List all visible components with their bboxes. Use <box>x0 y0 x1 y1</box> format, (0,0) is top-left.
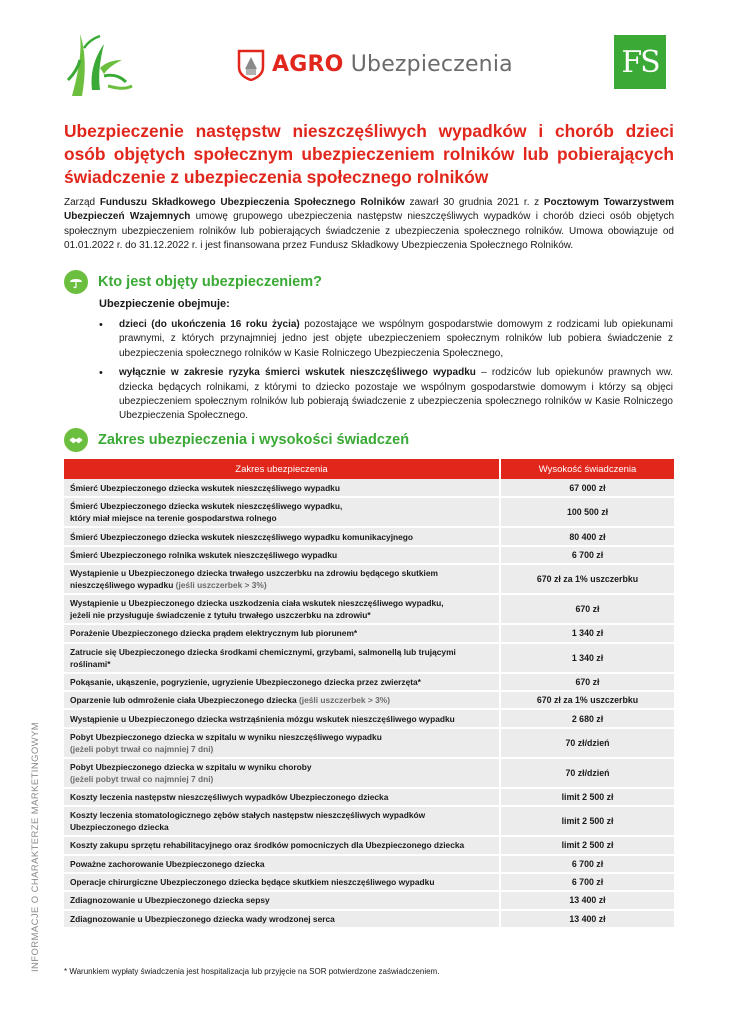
benefit-amount: 80 400 zł <box>500 527 674 545</box>
umbrella-icon <box>64 270 88 294</box>
benefit-description: Wystąpienie u Ubezpieczonego dziecka uszkodzenia ciała wskutek nieszczęśliwego wypadku, jeżeli nie przysługuje świadczenie z tytułu trwałego uszczerbku na zdrowiu* <box>64 594 500 624</box>
benefit-note: (jeśli uszczerbek > 3%) <box>298 695 390 706</box>
benefit-description: Koszty zakupu sprzętu rehabilitacyjnego oraz środków pomocniczych dla Ubezpieczonego dziecka <box>64 836 500 854</box>
table-row <box>64 728 674 758</box>
column-header-scope: Zakres ubezpieczenia <box>64 459 500 479</box>
table-row <box>64 564 674 594</box>
list-item: • dzieci (do ukończenia 16 roku życia) pozostające we wspólnym gospodarstwie domowym z rodzicami lub opiekunami prawnymi, z których przynajmniej jedno jest objęte ubezpieczeniem społecznym rolników lub pobiera świadczenie z ubezpieczenia społecznego rolników w Kasie Rolniczego Ubezpieczenia Społecznego, <box>99 318 673 361</box>
benefit-note: (jeżeli pobyt trwał co najmniej 7 dni) <box>70 773 214 784</box>
benefit-amount: 6 700 zł <box>500 873 674 891</box>
table-row <box>64 873 674 891</box>
table-row <box>64 594 674 624</box>
benefit-amount: limit 2 500 zł <box>500 836 674 854</box>
benefit-description: Koszty leczenia stomatologicznego zębów stałych następstw nieszczęśliwych wypadków Ubezpieczonego dziecka <box>64 806 500 836</box>
benefit-description: Pobyt Ubezpieczonego dziecka w szpitalu w wyniku choroby (jeżeli pobyt trwał co najmniej 7 dni) <box>64 758 500 788</box>
agro-mark-icon <box>236 47 266 81</box>
benefit-amount: 670 zł za 1% uszczerbku <box>500 691 674 709</box>
benefit-description: Pobyt Ubezpieczonego dziecka w szpitalu w wyniku nieszczęśliwego wypadku (jeżeli pobyt trwał co najmniej 7 dni) <box>64 728 500 758</box>
benefit-amount: 6 700 zł <box>500 855 674 873</box>
table-row <box>64 855 674 873</box>
benefit-note: (jeżeli pobyt trwał co najmniej 7 dni) <box>70 743 214 754</box>
footnote: * Warunkiem wypłaty świadczenia jest hospitalizacja lub przyjęcie na SOR potwierdzone zaświadczeniem. <box>64 967 440 976</box>
table-row <box>64 836 674 854</box>
benefits-table <box>64 459 674 929</box>
handshake-icon <box>64 428 88 452</box>
benefit-description: Wystąpienie u Ubezpieczonego dziecka wstrząśnienia mózgu wskutek nieszczęśliwego wypadku <box>64 709 500 727</box>
table-row <box>64 624 674 642</box>
benefit-description: Śmierć Ubezpieczonego dziecka wskutek nieszczęśliwego wypadku <box>64 479 500 497</box>
fs-logo: FS <box>614 35 666 89</box>
table-row <box>64 643 674 673</box>
benefit-description: Zatrucie się Ubezpieczonego dziecka środkami chemicznymi, grzybami, salmonellą lub trującymi roślinami* <box>64 643 500 673</box>
benefit-amount: 13 400 zł <box>500 910 674 928</box>
section-coverage-header <box>64 270 322 294</box>
intro-paragraph: Zarząd Funduszu Składkowego Ubezpieczenia Społecznego Rolników zawarł 30 grudnia 2021 r. z Pocztowym Towarzystwem Ubezpieczeń Wzajemnych umowę grupowego ubezpieczenia następstw nieszczęśliwych wypadków i chorób dzieci osób objętych społecznym ubezpieczeniem rolników lub pobierających świadczenie z ubezpieczenia społecznego rolników. Umowa obowiązuje od 01.01.2022 r. do 31.12.2022 r. i jest finansowana przez Fundusz Składkowy Ubezpieczenia Społecznego Rolników. <box>64 197 675 252</box>
benefit-description: Zdiagnozowanie u Ubezpieczonego dziecka wady wrodzonej serca <box>64 910 500 928</box>
agro-ubezpieczenia-logo <box>236 46 513 82</box>
krus-logo <box>64 30 136 98</box>
benefit-amount: 67 000 zł <box>500 479 674 497</box>
benefit-description: Pokąsanie, ukąszenie, pogryzienie, ugryzienie Ubezpieczonego dziecka przez zwierzęta* <box>64 673 500 691</box>
marketing-side-label: INFORMACJE O CHARAKTERZE MARKETINGOWYM <box>30 721 41 972</box>
benefit-amount: 670 zł <box>500 673 674 691</box>
table-row <box>64 546 674 564</box>
benefit-amount: 670 zł za 1% uszczerbku <box>500 564 674 594</box>
benefit-amount: 670 zł <box>500 594 674 624</box>
benefit-amount: limit 2 500 zł <box>500 788 674 806</box>
coverage-subtitle: Ubezpieczenie obejmuje: <box>99 298 230 310</box>
table-row <box>64 788 674 806</box>
benefit-description: Wystąpienie u Ubezpieczonego dziecka trwałego uszczerbku na zdrowiu będącego skutkiem nieszczęśliwego wypadku (jeśli uszczerbek > 3%) <box>64 564 500 594</box>
benefit-amount: 1 340 zł <box>500 643 674 673</box>
benefit-amount: 2 680 zł <box>500 709 674 727</box>
table-row <box>64 891 674 909</box>
section-scope-title: Zakres ubezpieczenia i wysokości świadczeń <box>98 432 410 448</box>
benefit-note: (jeśli uszczerbek > 3%) <box>175 580 267 591</box>
benefit-description: Porażenie Ubezpieczonego dziecka prądem elektrycznym lub piorunem* <box>64 624 500 642</box>
page-title: Ubezpieczenie następstw nieszczęśliwych wypadków i chorób dzieci osób objętych społecznym ubezpieczeniem rolników lub pobierających świadczenie z ubezpieczenia społecznego rolników <box>64 121 674 187</box>
list-item: • wyłącznie w zakresie ryzyka śmierci wskutek nieszczęśliwego wypadku – rodziców lub opiekunów prawnych ww. dziecka będących rolnikami, z którymi to dziecko pozostaje we wspólnym gospodarstwie domowym i którzy są objęci ubezpieczeniem społecznym rolników lub pobierają świadczenie z ubezpieczenia społecznego rolników w Kasie Rolniczego Ubezpieczenia Społecznego. <box>99 366 673 424</box>
table-row <box>64 479 674 497</box>
benefit-amount: 6 700 zł <box>500 546 674 564</box>
agro-brand-grey: Ubezpieczenia <box>350 51 513 77</box>
benefit-amount: 70 zł/dzień <box>500 728 674 758</box>
benefit-description: Śmierć Ubezpieczonego dziecka wskutek nieszczęśliwego wypadku komunikacyjnego <box>64 527 500 545</box>
benefit-description: Operacje chirurgiczne Ubezpieczonego dziecka będące skutkiem nieszczęśliwego wypadku <box>64 873 500 891</box>
benefit-description: Śmierć Ubezpieczonego rolnika wskutek nieszczęśliwego wypadku <box>64 546 500 564</box>
table-row <box>64 691 674 709</box>
coverage-list <box>99 318 673 429</box>
benefit-description: Śmierć Ubezpieczonego dziecka wskutek nieszczęśliwego wypadku, który miał miejsce na terenie gospodarstwa rolnego <box>64 497 500 527</box>
table-row <box>64 527 674 545</box>
table-row <box>64 673 674 691</box>
table-row <box>64 497 674 527</box>
benefit-description: Zdiagnozowanie u Ubezpieczonego dziecka sepsy <box>64 891 500 909</box>
benefit-amount: 1 340 zł <box>500 624 674 642</box>
agro-brand-red: AGRO <box>272 51 344 77</box>
benefit-description: Poważne zachorowanie Ubezpieczonego dziecka <box>64 855 500 873</box>
section-coverage-title: Kto jest objęty ubezpieczeniem? <box>98 274 322 290</box>
table-row <box>64 758 674 788</box>
benefit-description: Oparzenie lub odmrożenie ciała Ubezpieczonego dziecka (jeśli uszczerbek > 3%) <box>64 691 500 709</box>
benefit-amount: limit 2 500 zł <box>500 806 674 836</box>
table-row <box>64 709 674 727</box>
benefit-amount: 70 zł/dzień <box>500 758 674 788</box>
benefit-amount: 100 500 zł <box>500 497 674 527</box>
table-row <box>64 910 674 928</box>
benefit-description: Koszty leczenia następstw nieszczęśliwych wypadków Ubezpieczonego dziecka <box>64 788 500 806</box>
section-scope-header <box>64 428 409 452</box>
table-row <box>64 806 674 836</box>
benefit-amount: 13 400 zł <box>500 891 674 909</box>
column-header-amount: Wysokość świadczenia <box>500 459 674 479</box>
